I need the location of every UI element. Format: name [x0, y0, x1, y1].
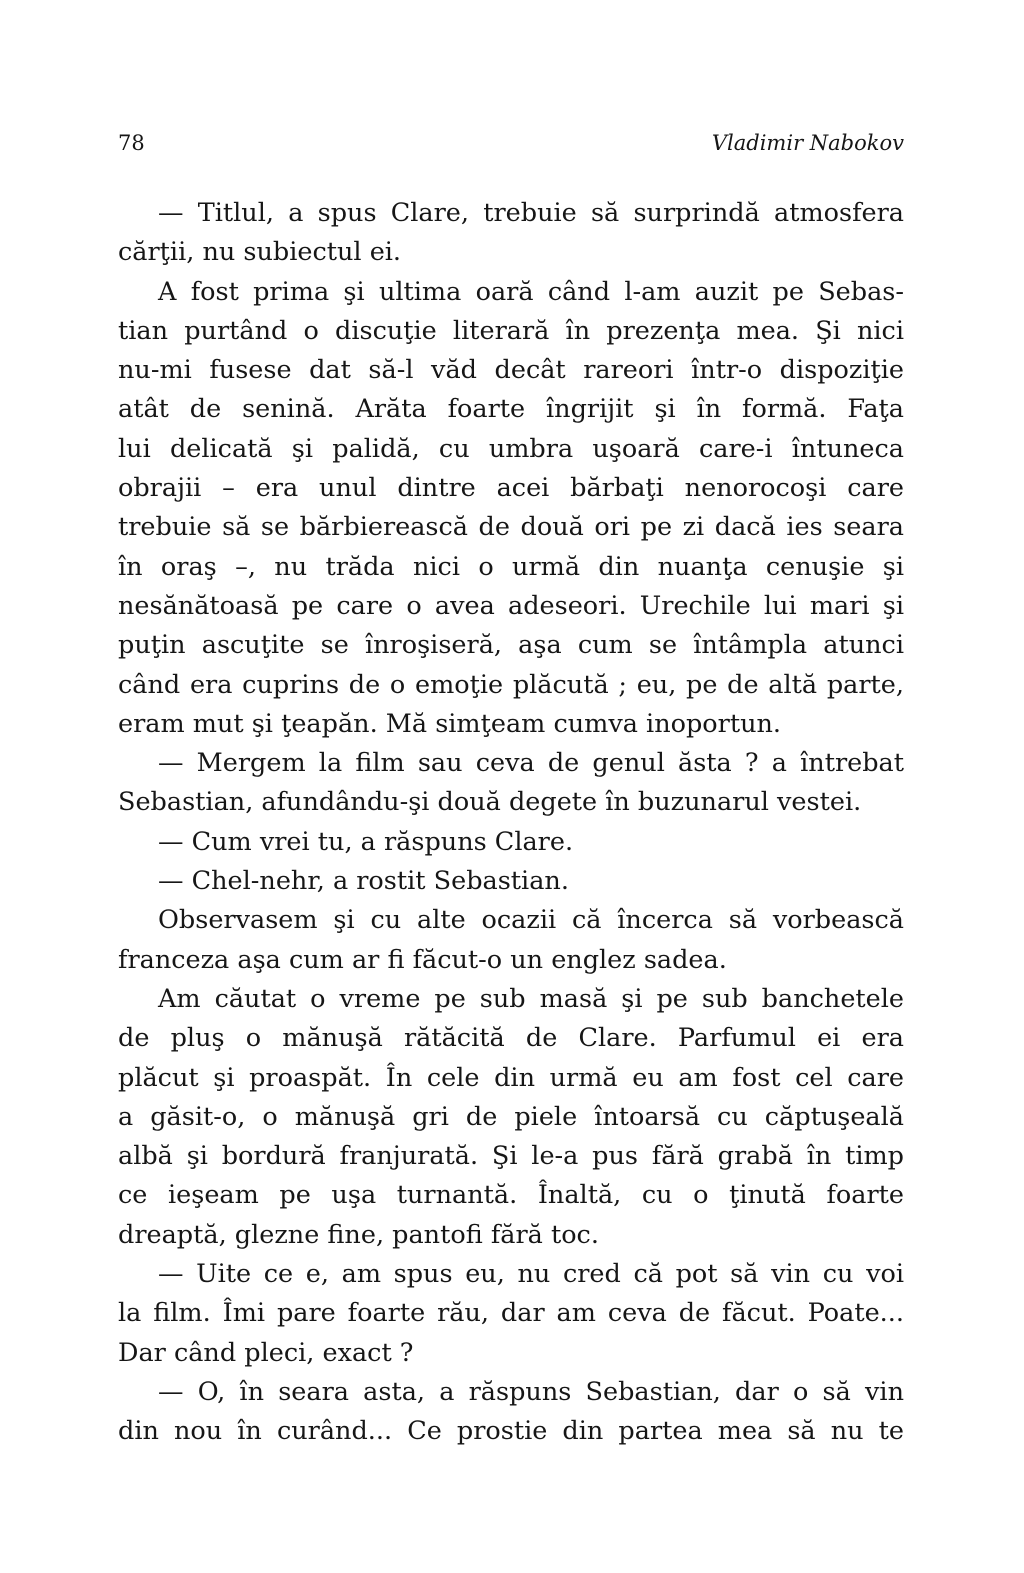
- text-line: în oraş –, nu trăda nici o urmă din nuanţa cenuşie şi: [118, 551, 904, 582]
- text-line: când era cuprins de o emoţie plăcută ; eu, pe de altă parte,: [118, 669, 904, 700]
- text-line: — Chel-nehr, a rostit Sebastian.: [158, 866, 569, 897]
- text-line: — Cum vrei tu, a răspuns Clare.: [158, 826, 574, 857]
- text-line: franceza aşa cum ar fi făcut-o un englez sadea.: [118, 944, 727, 975]
- text-line: obrajii – era unul dintre acei bărbaţi nenorocoşi care: [118, 473, 904, 504]
- text-line: dreaptă, glezne fine, pantofi fără toc.: [118, 1219, 599, 1250]
- text-line: nesănătoasă pe care o avea adeseori. Urechile lui mari şi: [118, 590, 904, 621]
- text-line: — Mergem la film sau ceva de genul ăsta ? a întrebat: [158, 748, 904, 779]
- text-line: tian purtând o discuţie literară în prezenţa mea. Şi nici: [118, 315, 904, 346]
- running-head-author: Vladimir Nabokov: [711, 131, 904, 155]
- text-line: Dar când pleci, exact ?: [118, 1337, 414, 1368]
- page-number: 78: [118, 131, 145, 155]
- text-line: ce ieşeam pe uşa turnantă. Înaltă, cu o ţinută foarte: [118, 1180, 904, 1211]
- text-line: — Uite ce e, am spus eu, nu cred că pot să vin cu voi: [158, 1259, 904, 1290]
- text-line: Am căutat o vreme pe sub masă şi pe sub banchetele: [158, 983, 904, 1014]
- text-line: Observasem şi cu alte ocazii că încerca să vorbească: [158, 905, 904, 936]
- text-line: atât de senină. Arăta foarte îngrijit şi în formă. Faţa: [118, 394, 904, 425]
- body-text: [118, 194, 904, 1452]
- text-line: nu-mi fusese dat să-l văd decât rareori într-o dispoziţie: [118, 355, 904, 386]
- text-line: Sebastian, afundându-şi două degete în buzunarul vestei.: [118, 787, 862, 818]
- book-page: [118, 0, 904, 1573]
- text-line: — O, în seara asta, a răspuns Sebastian, dar o să vin: [158, 1376, 904, 1407]
- text-line: A fost prima şi ultima oară când l-am auzit pe Sebas-: [158, 276, 904, 307]
- text-line: plăcut şi proaspăt. În cele din urmă eu am fost cel care: [118, 1062, 904, 1093]
- text-line: de pluş o mănuşă rătăcită de Clare. Parfumul ei era: [118, 1023, 904, 1054]
- text-line: trebuie să se bărbierească de două ori pe zi dacă ies seara: [118, 512, 904, 543]
- text-line: albă şi bordură franjurată. Şi le-a pus fără grabă în timp: [118, 1141, 904, 1172]
- text-line: la film. Îmi pare foarte rău, dar am ceva de făcut. Poate...: [118, 1298, 904, 1329]
- text-line: — Titlul, a spus Clare, trebuie să surprindă atmosfera: [158, 198, 904, 228]
- text-line: puţin ascuţite se înroşiseră, aşa cum se întâmpla atunci: [118, 630, 904, 661]
- text-line: din nou în curând... Ce prostie din partea mea să nu te: [118, 1416, 904, 1447]
- text-line: lui delicată şi palidă, cu umbra uşoară care-i întuneca: [118, 433, 904, 464]
- text-line: cărţii, nu subiectul ei.: [118, 237, 402, 268]
- text-line: a găsit-o, o mănuşă gri de piele întoarsă cu căptuşeală: [118, 1101, 904, 1132]
- running-head: [118, 128, 904, 158]
- text-line: eram mut şi ţeapăn. Mă simţeam cumva inoportun.: [118, 708, 782, 739]
